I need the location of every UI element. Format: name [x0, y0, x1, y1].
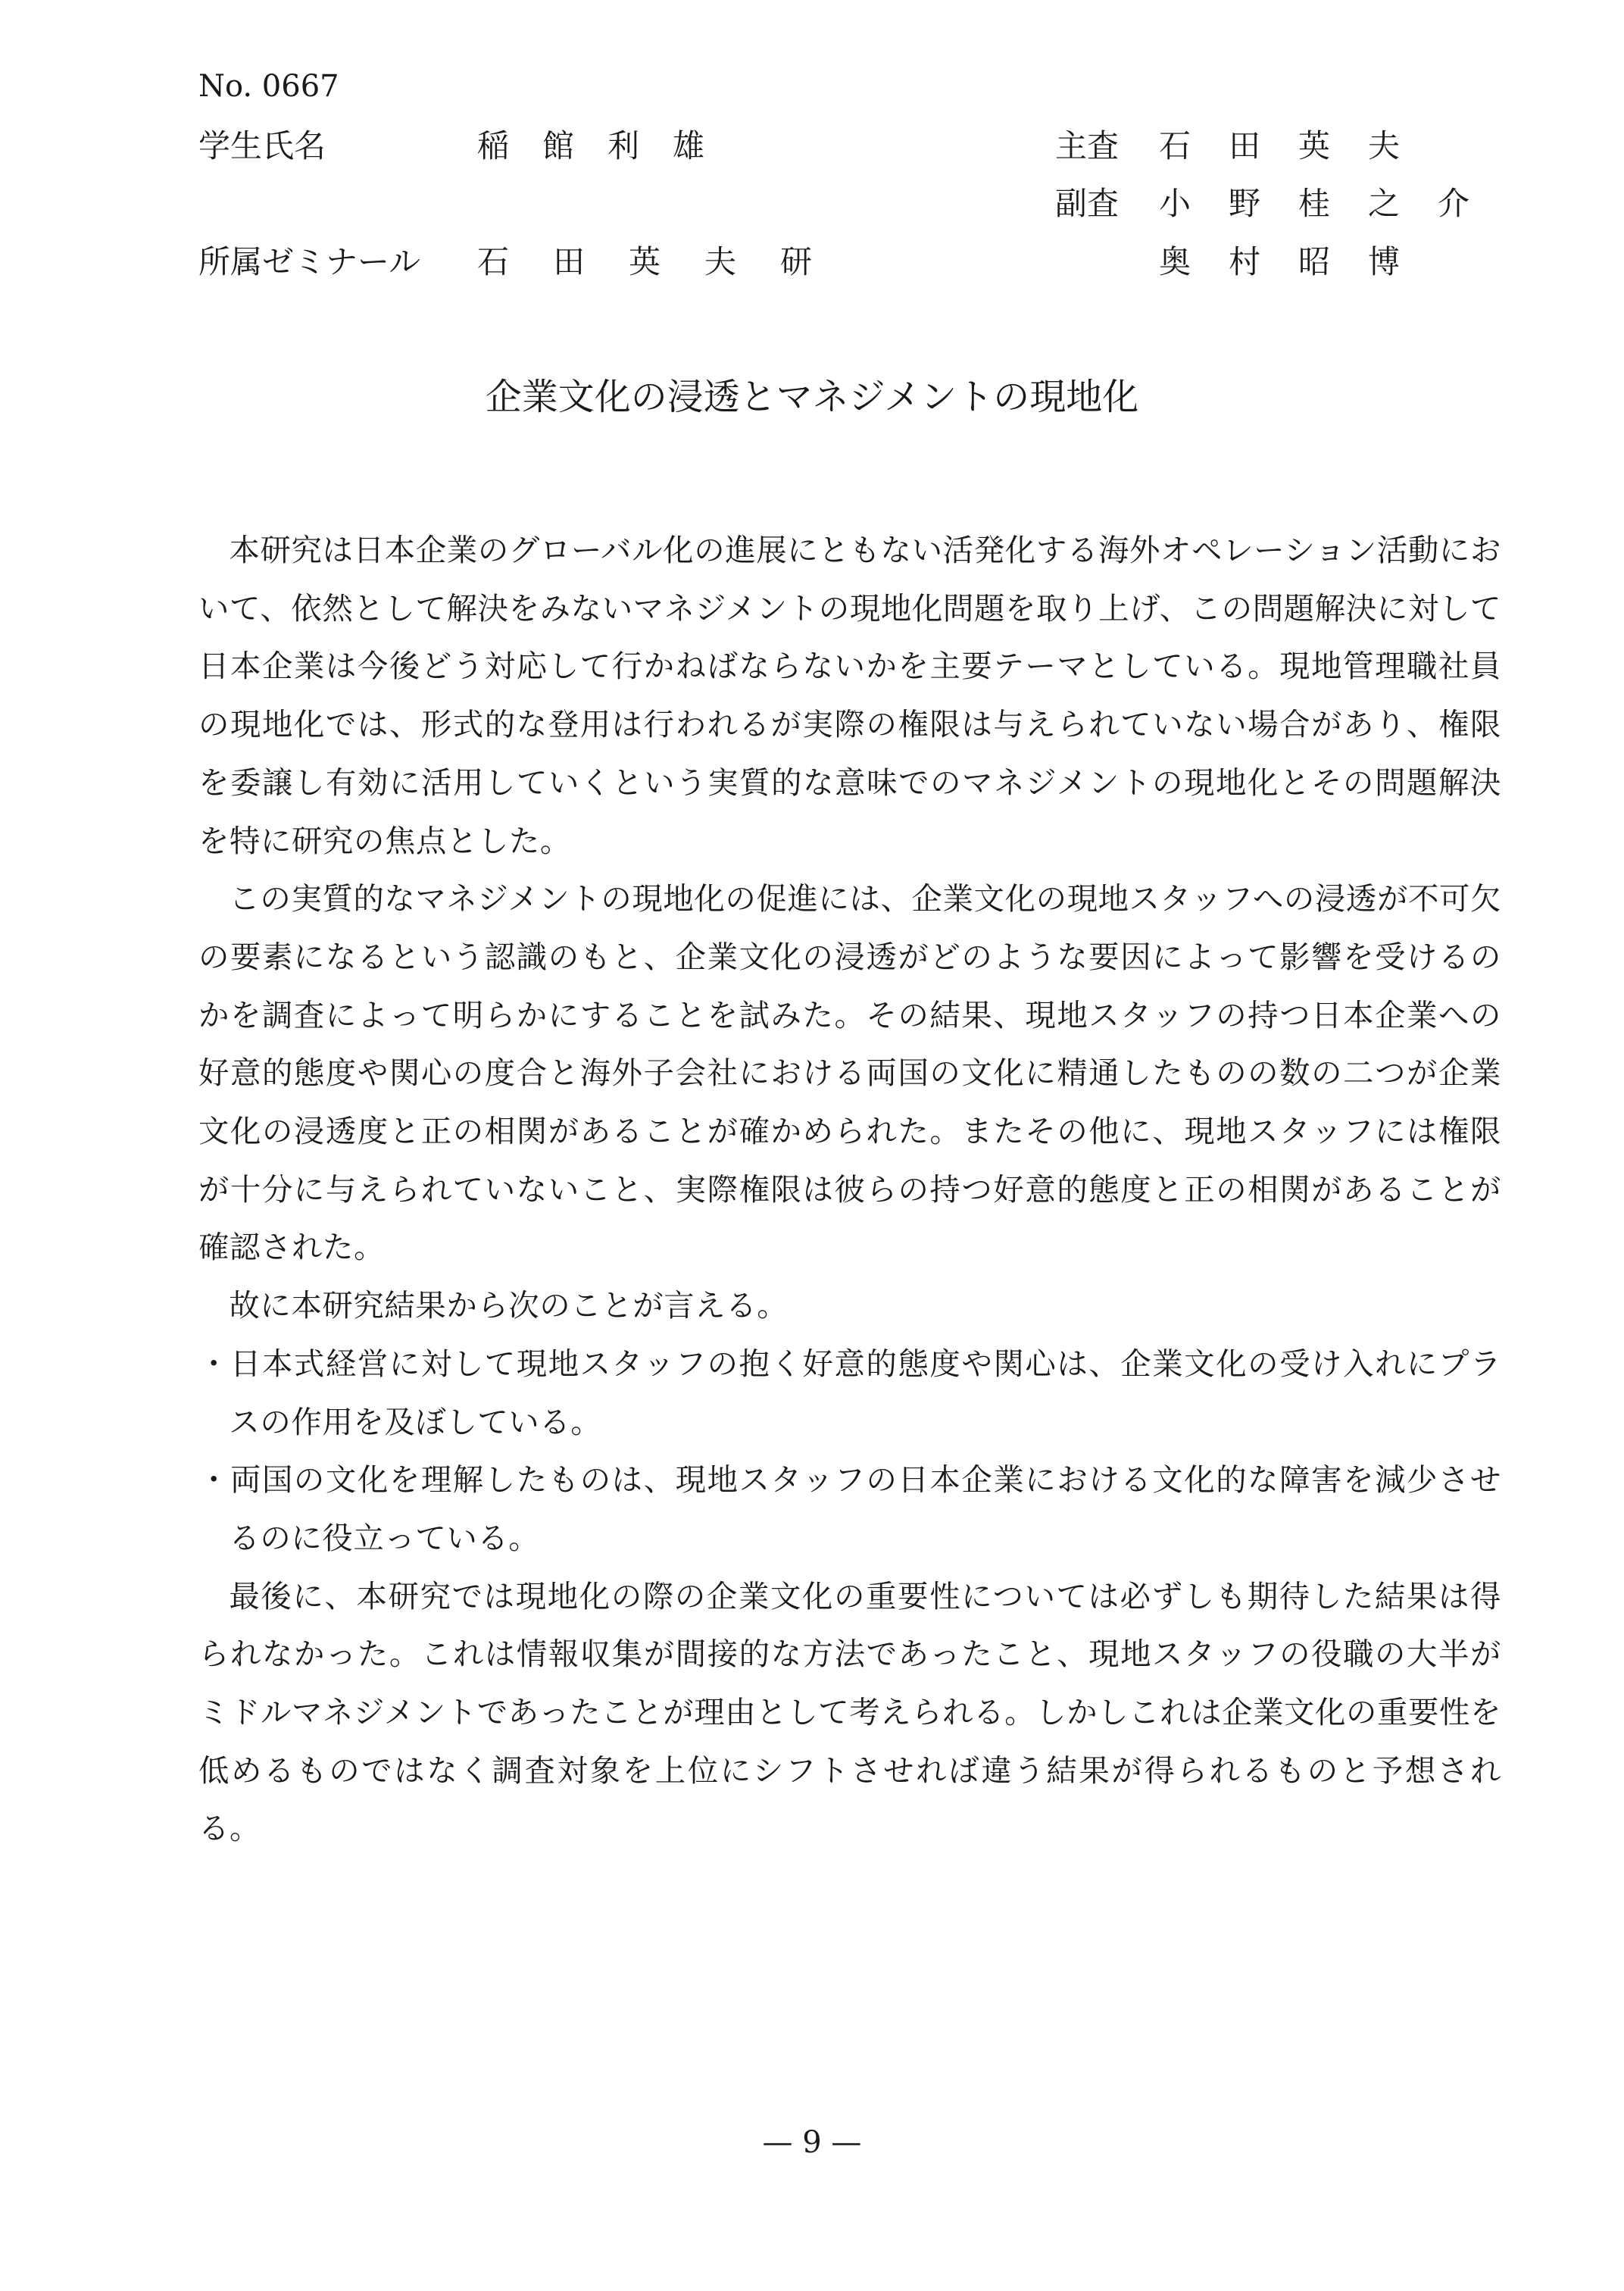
body-paragraph-2: この実質的なマネジメントの現地化の促進には、企業文化の現地スタッフへの浸透が不可欠の要素になるという認識のもと、企業文化の浸透がどのような要因によって影響を受けるのかを調査によって明らかにすることを試みた。その結果、現地スタッフの持つ日本企業への好意的態度や関心の度合と海外子会社における両国の文化に精通したものの数の二つが企業文化の浸透度と正の相関があることが確かめられた。またその他に、現地スタッフには権限が十分に与えられていないこと、実際権限は彼らの持つ好意的態度と正の相関があることが確認された。 [198, 880, 1501, 1266]
student-name-label: 学生氏名 [198, 127, 326, 164]
closing-paragraph: 最後に、本研究では現地化の際の企業文化の重要性については必ずしも期待した結果は得られなかった。これは情報収集が間接的な方法であったこと、現地スタッフの役職の大半がミドルマネジメントであったことが理由として考えられる。しかしこれは企業文化の重要性を低めるものではなく調査対象を上位にシフトさせれば違う結果が得られるものと予想される。 [198, 1577, 1501, 1847]
chief-examiner-name: 石田英夫 [1159, 127, 1438, 164]
sub-examiner-name-1: 小野桂之介 [1159, 185, 1508, 222]
abstract-body [198, 521, 1501, 1858]
finding-item-1: ・日本式経営に対して現地スタッフの抱く好意的態度や関心は、企業文化の受け入れにプラスの作用を及ぼしている。 [198, 1345, 1501, 1440]
seminar-label: 所属ゼミナール [198, 243, 421, 280]
chief-examiner-label: 主査 [1055, 127, 1120, 164]
document-number: No. 0667 [198, 69, 339, 104]
sub-examiner-label: 副査 [1055, 185, 1120, 222]
document-title: 企業文化の浸透とマネジメントの現地化 [485, 376, 1139, 418]
student-name: 稲館利雄 [477, 127, 739, 164]
sub-examiner-name-2: 奥村昭博 [1159, 243, 1438, 280]
finding-item-2: ・両国の文化を理解したものは、現地スタッフの日本企業における文化的な障害を減少させるのに役立っている。 [198, 1461, 1501, 1556]
body-paragraph-3: 故に本研究結果から次のことが言える。 [229, 1287, 789, 1324]
page-number: — 9 — [762, 2125, 862, 2160]
body-paragraph-1: 本研究は日本企業のグローバル化の進展にともない活発化する海外オペレーション活動において、依然として解決をみないマネジメントの現地化問題を取り上げ、この問題解決に対して日本企業は今後どう対応して行かねばならないかを主要テーマとしている。現地管理職社員の現地化では、形式的な登用は行われるが実際の権限は与えられていない場合があり、権限を委譲し有効に活用していくという実質的な意味でのマネジメントの現地化とその問題解決を特に研究の焦点とした。 [198, 532, 1501, 859]
findings-list [198, 1335, 1501, 1567]
seminar-name: 石田英夫研 [477, 243, 857, 280]
